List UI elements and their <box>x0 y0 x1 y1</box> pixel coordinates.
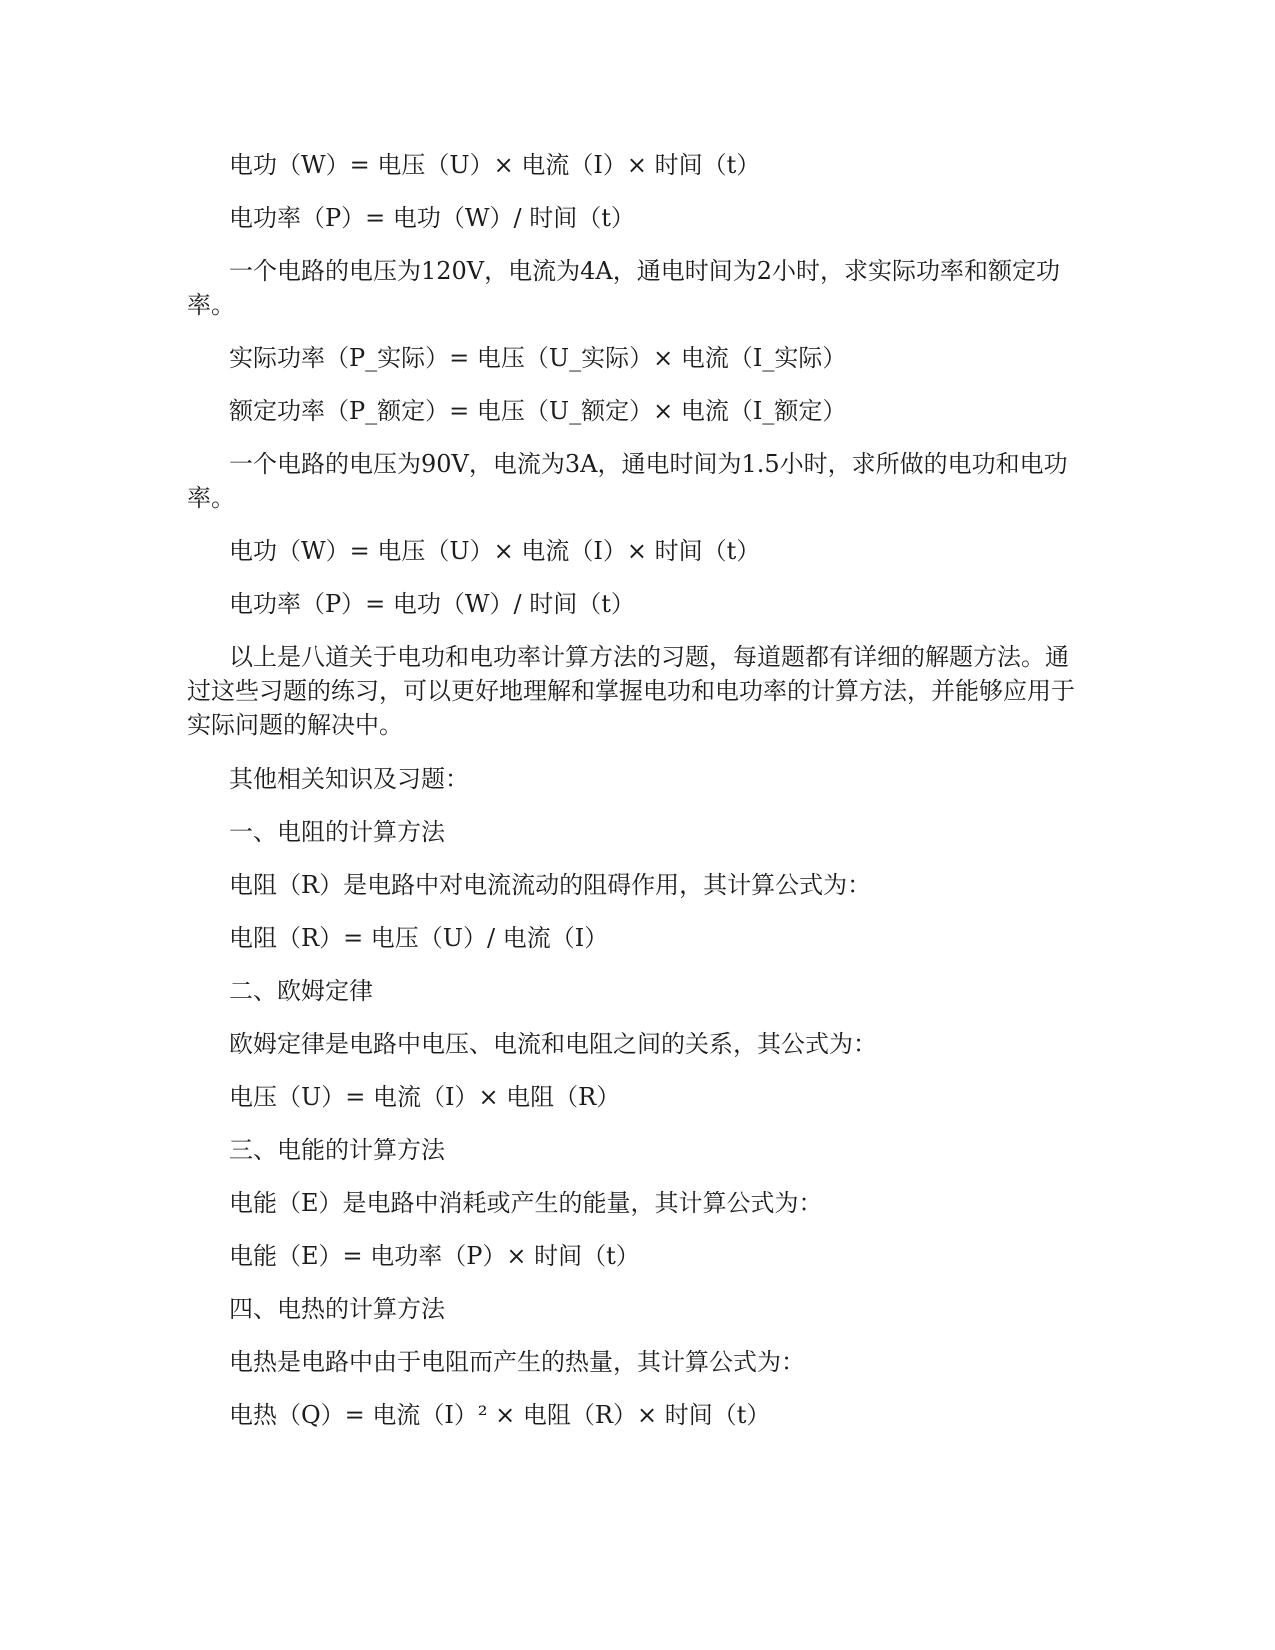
section-heading: 三、电能的计算方法 <box>229 1136 445 1164</box>
section-description: 欧姆定律是电路中电压、电流和电阻之间的关系，其公式为： <box>229 1030 877 1058</box>
formula-electric-heat: 电热（Q）= 电流（I）² × 电阻（R）× 时间（t） <box>229 1401 771 1429</box>
formula-electric-work: 电功（W）= 电压（U）× 电流（I）× 时间（t） <box>229 537 761 565</box>
formula-electric-power: 电功率（P）= 电功（W）/ 时间（t） <box>229 204 635 232</box>
formula-ohms-law: 电压（U）= 电流（I）× 电阻（R） <box>229 1083 621 1111</box>
document-body <box>187 148 1077 1451</box>
problem-statement: 一个电路的电压为120V，电流为4A，通电时间为2小时，求实际功率和额定功率。 <box>187 257 1061 319</box>
formula-resistance: 电阻（R）= 电压（U）/ 电流（I） <box>229 924 609 952</box>
formula-actual-power: 实际功率（P_实际）= 电压（U_实际）× 电流（I_实际） <box>229 344 847 372</box>
summary-paragraph: 以上是八道关于电功和电功率计算方法的习题，每道题都有详细的解题方法。通过这些习题的练习，可以更好地理解和掌握电功和电功率的计算方法，并能够应用于实际问题的解决中。 <box>187 643 1075 739</box>
section-heading: 二、欧姆定律 <box>229 977 373 1005</box>
problem-statement: 一个电路的电压为90V，电流为3A，通电时间为1.5小时，求所做的电功和电功率。 <box>187 450 1068 512</box>
section-description: 电能（E）是电路中消耗或产生的能量，其计算公式为： <box>229 1189 823 1217</box>
section-heading: 一、电阻的计算方法 <box>229 818 445 846</box>
formula-electric-work: 电功（W）= 电压（U）× 电流（I）× 时间（t） <box>229 151 761 179</box>
formula-rated-power: 额定功率（P_额定）= 电压（U_额定）× 电流（I_额定） <box>229 397 847 425</box>
formula-electric-energy: 电能（E）= 电功率（P）× 时间（t） <box>229 1242 640 1270</box>
section-heading: 四、电热的计算方法 <box>229 1295 445 1323</box>
formula-electric-power: 电功率（P）= 电功（W）/ 时间（t） <box>229 590 635 618</box>
section-description: 电热是电路中由于电阻而产生的热量，其计算公式为： <box>229 1348 805 1376</box>
section-description: 电阻（R）是电路中对电流流动的阻碍作用，其计算公式为： <box>229 871 872 899</box>
section-intro: 其他相关知识及习题： <box>229 765 469 793</box>
